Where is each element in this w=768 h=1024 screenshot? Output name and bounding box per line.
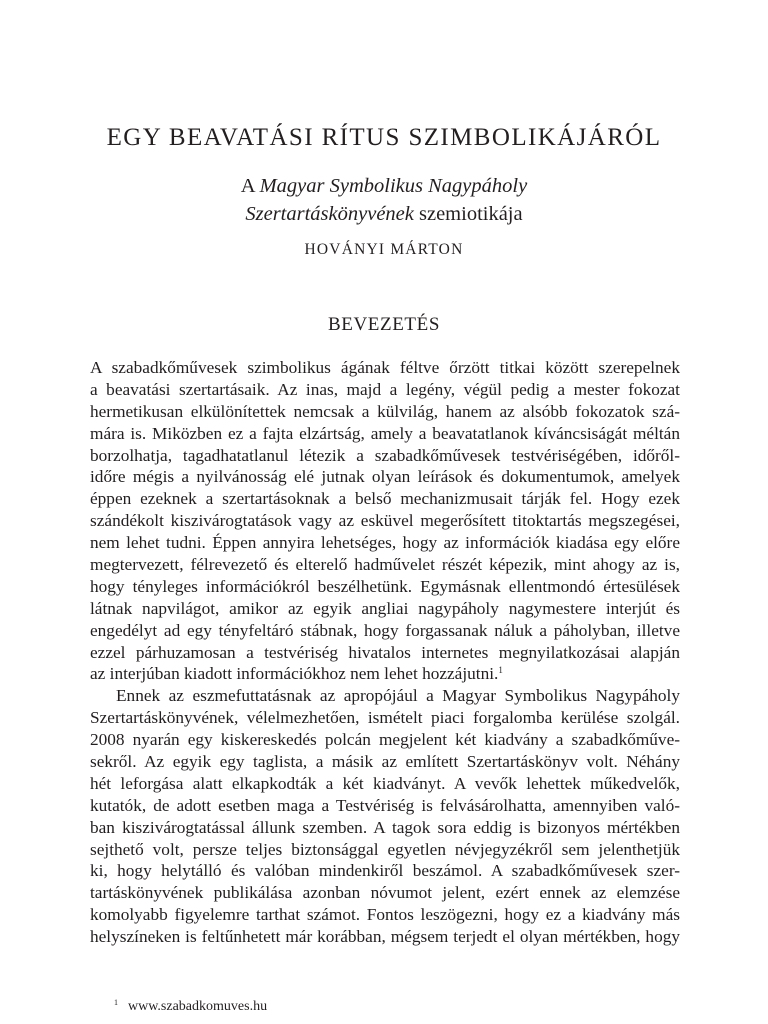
text-line: ki, hogy helytálló és valóban mindenkiről beszámol. A szabadkőművesek szer- [90,861,680,881]
text-line: látnak napvilágot, amikor az egyik angliai nagypáholy nagymestere interjút és [90,598,680,618]
text-line: A szabadkőművesek szimbolikus ágának féltve őrzött titkai között szerepelnek [90,358,680,377]
text-line: hermetikusan elkülönítettek nemcsak a külvilág, hanem az alsóbb fokozatok szá- [90,401,680,421]
text-line: szándékolt kiszivárogtatások vagy az esküvel megerősített titoktartás megszegései, [90,511,680,531]
text-line: kutatók, de adott esetben maga a Testvériség is felvásárolhatta, amennyiben való- [90,795,680,815]
text-line: hogy tényleges információkról beszélhetünk. Egymásnak ellentmondó értesülések [90,576,680,596]
text-line: hét leforgása alatt elkapkodták a két kiadványt. A vevők lehettek műkedvelők, [90,773,680,793]
paragraph-2 [90,685,680,948]
text-line: komolyabb figyelemre tarthat számot. Fontos leszögezni, hogy ez a kiadvány más [90,905,680,925]
text-line: nem lehet tudni. Éppen annyira lehetséges, hogy az információk kiadása egy előre [90,533,680,553]
text-line: ban kiszivárogtatással állunk szemben. A tagok sora eddig is bizonyos mértékben [90,817,680,837]
text-line: éppen ezeknek a szertartásoknak a belső mechanizmusait tárják fel. Hogy ezek [90,489,680,509]
subtitle-line-1 [0,172,768,200]
text-line-with-footnote [90,663,680,685]
text-line: engedélyt ad egy tényfeltáró stábnak, hogy forgassanak náluk a páholyban, illetve [90,620,680,640]
text-line: sejthető volt, persze teljes biztonsággal egyetlen névjegyzékről sem jelenthetjük [90,839,680,859]
subtitle-italic-1: Magyar Symbolikus Nagypáholy [259,175,528,197]
subtitle-prefix: A [240,175,260,197]
text-line: tartáskönyvének publikálása azonban nóvumot jelent, ezért ennek az elemzése [90,883,680,903]
body-text [90,357,680,948]
section-heading: BEVEZETÉS [328,314,440,335]
text-line: Ennek az eszmefuttatásnak az apropójául a Magyar Symbolikus Nagypáholy [116,686,680,706]
footnote [114,998,267,1015]
text-line: sekről. Az egyik egy taglista, a másik az említett Szertartáskönyv volt. Néhány [90,752,680,772]
subtitle-suffix: szemiotikája [413,203,523,225]
text-line: mára is. Miközben ez a fajta elzártság, amely a beavatatlanok kíváncsiságát méltán [90,423,680,443]
text-line: ezzel párhuzamosan a testvériség hivatalos internetes megnyilatkozásai alapján [90,642,680,662]
text-line: borzolhatja, tagadhatatlanul létezik a szabadkőművesek testvériségében, időről- [90,445,680,465]
text-line: az interjúban kiadott információkhoz nem lehet hozzájutni. [90,664,499,684]
text-line: a beavatási szertartásaik. Az inas, majd a legény, végül pedig a mester fokozat [90,379,680,399]
text-line: megtervezett, félrevezető és elterelő hadművelet részét képezik, mint ahogy az is, [90,555,680,575]
article-title: EGY BEAVATÁSI RÍTUS SZIMBOLIKÁJÁRÓL [106,124,662,151]
footnote-reference[interactable]: 1 [498,665,503,676]
footnote-number: 1 [114,998,118,1007]
article-author: HOVÁNYI MÁRTON [304,241,464,258]
text-line: Szertartáskönyvének, vélelmezhetően, ismételt piaci forgalomba kerülése szolgál. [90,708,680,728]
subtitle-italic-2: Szertartáskönyvének [245,203,414,225]
article-subtitle [0,172,768,228]
text-line: helyszíneken is feltűnhetett már korábban, mégsem terjedt el olyan mértékben, hogy [90,927,680,947]
text-line: időre mégis a nyilvánosság elé jutnak olyan leírások és dokumentumok, amelyek [90,467,680,487]
footnote-link[interactable]: www.szabadkomuves.hu [128,999,268,1014]
text-line: 2008 nyarán egy kiskereskedés polcán megjelent két kiadvány a szabadkőműve- [90,730,680,750]
subtitle-line-2 [0,200,768,228]
paragraph-1 [90,357,680,685]
